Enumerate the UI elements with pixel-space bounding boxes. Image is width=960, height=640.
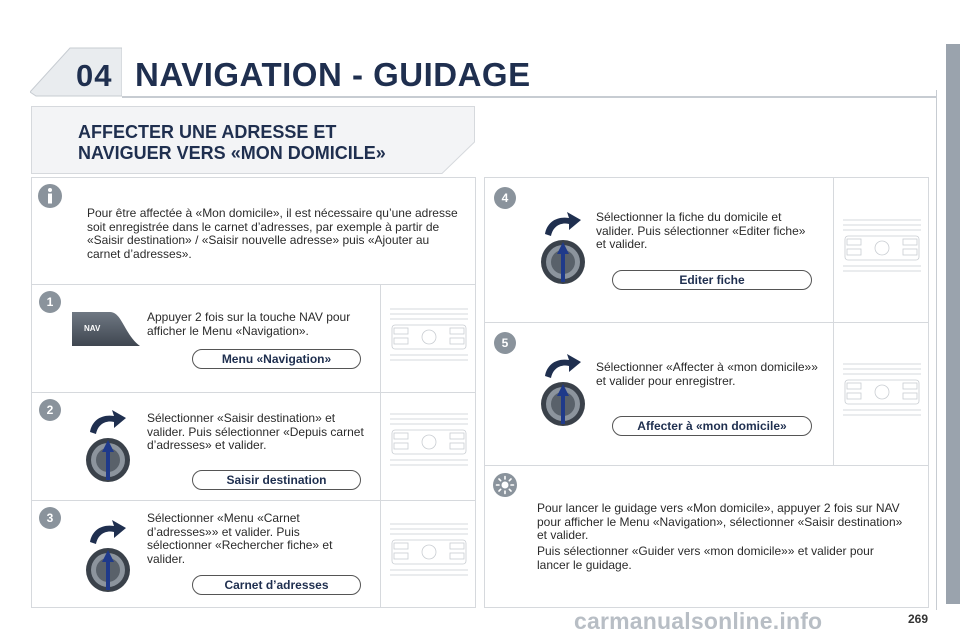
rotary-knob-icon [78, 514, 134, 594]
watermark: carmanualsonline.info [574, 608, 823, 634]
separator [380, 284, 381, 608]
chapter-title: NAVIGATION - GUIDAGE [135, 56, 531, 93]
separator [31, 284, 476, 285]
step-text: Appuyer 2 fois sur la touche NAV pour afficher le Menu «Navigation». [147, 310, 351, 338]
sun-tip-icon [492, 472, 518, 498]
margin-line [936, 90, 937, 610]
section-title-line-1: AFFECTER UNE ADRESSE ET [78, 122, 337, 142]
separator [31, 392, 476, 393]
step-text: Sélectionner la fiche du domicile et valider. Puis sélectionner «Editer fiche» et valider. [596, 210, 806, 251]
chapter-number: 04 [76, 58, 113, 93]
radio-panel-icon [388, 305, 470, 365]
info-text: Pour être affectée à «Mon domicile», il est nécessaire qu’une adresse soit enregistrée dans le carnet d’adresses, par exemple à partir de «Saisir destination» / «Saisir nouvelle adresse» puis «Ajouter au carnet d’adresses». [87, 206, 458, 261]
info-icon [37, 183, 63, 209]
step-number: 4 [501, 191, 509, 205]
separator [484, 465, 929, 466]
step-number: 2 [46, 403, 54, 417]
radio-panel-icon [388, 410, 470, 470]
step-text: Sélectionner «Affecter à «mon domicile»» et valider pour enregistrer. [596, 360, 818, 388]
tip-text-1: Pour lancer le guidage vers «Mon domicile», appuyer 2 fois sur NAV pour afficher le Menu «Navigation», sélectionner «Saisir destination» et valider. [537, 501, 903, 542]
step-text: Sélectionner «Saisir destination» et valider. Puis sélectionner «Depuis carnet d’adresses» et valider. [147, 411, 364, 452]
section-title [78, 122, 386, 164]
editer-fiche-button[interactable]: Editer fiche [612, 270, 812, 290]
carnet-adresses-button[interactable]: Carnet d’adresses [192, 575, 361, 595]
header-rule [122, 96, 936, 98]
menu-navigation-button[interactable]: Menu «Navigation» [192, 349, 361, 369]
margin-bar [946, 44, 960, 604]
step-number: 3 [46, 511, 54, 525]
nav-button-label: NAV [84, 324, 101, 333]
radio-panel-icon [388, 520, 470, 580]
tip-text-2: Puis sélectionner «Guider vers «mon domicile»» et valider pour lancer le guidage. [537, 544, 874, 572]
step-number: 5 [501, 336, 509, 350]
rotary-knob-icon [533, 206, 589, 286]
separator [833, 177, 834, 465]
rotary-knob-icon [78, 404, 134, 484]
nav-button-icon [72, 312, 140, 346]
step-number: 1 [46, 295, 54, 309]
separator [31, 500, 476, 501]
radio-panel-icon [841, 216, 923, 276]
radio-panel-icon [841, 360, 923, 420]
step-text: Sélectionner «Menu «Carnet d’adresses»» et valider. Puis sélectionner «Rechercher fiche» et valider. [147, 511, 333, 566]
separator [484, 322, 929, 323]
affecter-mon-domicile-button[interactable]: Affecter à «mon domicile» [612, 416, 812, 436]
saisir-destination-button[interactable]: Saisir destination [192, 470, 361, 490]
page-number: 269 [908, 612, 929, 626]
rotary-knob-icon [533, 348, 589, 428]
section-title-line-2: NAVIGUER VERS «MON DOMICILE» [78, 143, 386, 163]
